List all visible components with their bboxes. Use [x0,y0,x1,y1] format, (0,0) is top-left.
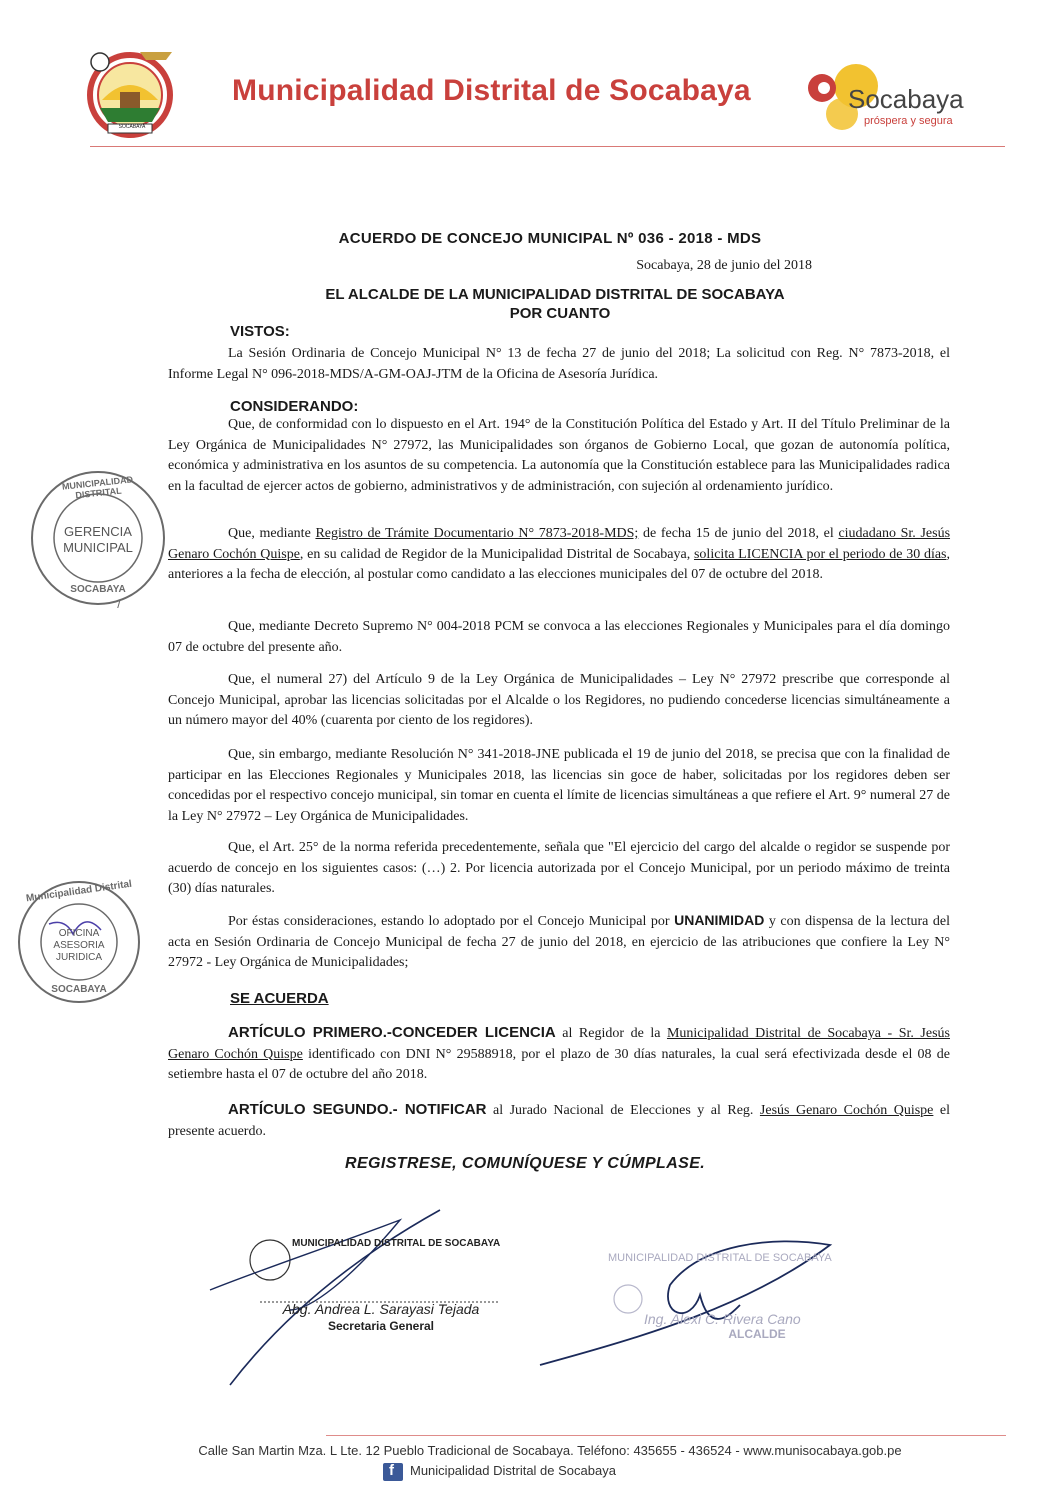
issuer-line: EL ALCALDE DE LA MUNICIPALIDAD DISTRITAL DE SOCABAYA [325,286,785,303]
alcalde-name: Ing. Alexi C. Rivera Cano [644,1311,801,1327]
brand-name: Socabaya [848,84,964,114]
considerando-paragraph-7: Por éstas consideraciones, estando lo adoptado por el Concejo Municipal por UNANIMIDAD y con dispensa de la lectura del acta en Sesión Ordinaria de Concejo Municipal de fecha 27 de junio del 2018, en ejercicio de las atribuciones que confiere la Ley N° 27972 - Ley Orgánica de Municipalidades; [168,912,951,970]
registro-reference: Registro de Trámite Documentario N° 7873-2018-MDS; [315,526,639,541]
alcalde-seal-text: MUNICIPALIDAD DISTRITAL DE SOCABAYA [608,1252,832,1264]
shield-caption: SOCABAYA [118,124,146,130]
articulo-segundo-subject: Jesús Genaro Cochón Quispe [759,1103,934,1118]
considerando-paragraph-3: Que, mediante Decreto Supremo N° 004-2018 PCM se convoca a las elecciones Regionales y Municipales para el día domingo 07 de octubre del presente año. [168,619,950,655]
facebook-icon: f [383,1463,403,1481]
municipal-shield-logo [80,40,180,140]
unanimidad-text: UNANIMIDAD [674,912,765,928]
licencia-request: solicita LICENCIA por el periodo de 30 días [693,546,947,562]
considerando-paragraph-6: Que, el Art. 25° de la norma referida precedentemente, señala que "El ejercicio del cargo del alcalde o regidor se suspende por acuerdo de concejo en los siguientes casos: (…) 2. Por licencia autorizada por el Concejo Municipal, por un periodo máximo de treinta (30) días naturales. [168,840,950,896]
asesoria-juridica-stamp: Municipalidad Distrital OFICINA ASESORIA JURIDICA SOCABAYA [15,878,143,1006]
brand-tagline: próspera y segura [864,115,953,127]
se-acuerda-heading: SE ACUERDA [230,990,329,1007]
header-divider [90,146,1005,147]
secretaria-seal-text: MUNICIPALIDAD DISTRITAL DE SOCABAYA [292,1238,501,1249]
closing-formula: REGISTRESE, COMUNÍQUESE Y CÚMPLASE. [345,1155,706,1172]
secretaria-name: Abg. Andrea L. Sarayasi Tejada [282,1301,480,1317]
vistos-heading: VISTOS: [230,323,290,340]
considerando-paragraph-1: Que, de conformidad con lo dispuesto en el Art. 194° de la Constitución Política del Estado y Art. II del Título Preliminar de la Ley Orgánica de Municipalidades N° 27972, las Municipalidades son órganos de Gobierno Local, que gozan de autonomía política, económica y administrativa en los asuntos de su competencia. La autonomía que la Constitución establece para las Municipalidades radica en la facultad de ejercer actos de gobierno, administrativos y de administración, con sujeción al ordenamiento jurídico. [168,417,950,494]
articulo-segundo: ARTÍCULO SEGUNDO.- NOTIFICAR al Jurado Nacional de Elecciones y al Reg. Jesús Genaro Cochón Quispe el presente acuerdo. [168,1101,950,1139]
considerando-heading: CONSIDERANDO: [230,398,359,415]
header-title: Municipalidad Distrital de Socabaya [232,74,751,107]
considerando-paragraph-5: Que, sin embargo, mediante Resolución N° 341-2018-JNE publicada el 19 de junio del 2018, se precisa que con la finalidad de participar en las Elecciones Regionales y Municipales 2018, las licencias sin goce de haber, solicitadas por los regidores deben ser concedidas por el respectivo concejo municipal, sin tomar en cuenta el límite de licencias simultáneas a que refiere el Art. 9° numeral 27 de la Ley N° 27972 – Ley Orgánica de Municipalidades. [168,747,950,824]
signature-alcalde [530,1225,870,1375]
footer-divider [326,1435,1006,1436]
vistos-paragraph: La Sesión Ordinaria de Concejo Municipal N° 13 de fecha 27 de junio del 2018; La solicitud con Reg. N° 7873-2018, el Informe Legal N° 096-2018-MDS/A-GM-OAJ-JTM de la Oficina de Asesoría Jurídica. [168,346,950,382]
articulo-primero-subject: Municipalidad Distrital de Socabaya - Sr. Jesús Genaro Cochón Quispe [168,1026,950,1062]
signature-secretaria [200,1200,500,1390]
considerando-paragraph-2: Que, mediante Registro de Trámite Documentario N° 7873-2018-MDS; de fecha 15 de junio del 2018, el ciudadano Sr. Jesús Genaro Cochón Quispe, en su calidad de Regidor de la Municipalidad Distrital de Socabaya, solicita LICENCIA por el periodo de 30 días, anteriores a la fecha de elección, al postular como candidato a las elecciones municipales del 07 de octubre del 2018. [168,526,951,582]
secretaria-role: Secretaria General [327,1319,435,1333]
regidor-name: ciudadano Sr. Jesús Genaro Cochón Quispe [168,526,951,562]
articulo-primero-label: ARTÍCULO PRIMERO.-CONCEDER LICENCIA [228,1024,556,1041]
socabaya-brand-logo [802,58,982,138]
document-title: ACUERDO DE CONCEJO MUNICIPAL Nº 036 - 2018 - MDS [338,230,762,247]
document-date: Socabaya, 28 de junio del 2018 [636,258,812,273]
footer-facebook-label: Municipalidad Distrital de Socabaya [410,1463,616,1478]
considerando-paragraph-4: Que, el numeral 27) del Artículo 9 de la Ley Orgánica de Municipalidades – Ley N° 27972 prescribe que corresponde al Concejo Municipal, aprobar las licencias solicitadas por el Alcalde o los Regidores, no pudiendo concederse licencias simultáneamente a un número mayor del 40% (cuarenta por ciento de los regidores). [168,672,950,728]
articulo-primero: ARTÍCULO PRIMERO.-CONCEDER LICENCIA al Regidor de la Municipalidad Distrital de Socabaya - Sr. Jesús Genaro Cochón Quispe identificado con DNI N° 29588918, por el plazo de 30 días naturales, la cual será efectivizada desde el 08 de setiembre hasta el 07 de octubre del año 2018. [168,1024,950,1082]
footer-address: Calle San Martin Mza. L Lte. 12 Pueblo Tradicional de Socabaya. Teléfono: 435655 - 436524 - www.munisocabaya.gob.pe [198,1443,902,1458]
por-cuanto-line: POR CUANTO [509,305,611,322]
gerencia-municipal-stamp: MUNICIPALIDAD DISTRITAL GERENCIA MUNICIPAL SOCABAYA [28,468,168,608]
articulo-segundo-label: ARTÍCULO SEGUNDO.- NOTIFICAR [228,1101,487,1118]
alcalde-role: ALCALDE [728,1327,786,1341]
